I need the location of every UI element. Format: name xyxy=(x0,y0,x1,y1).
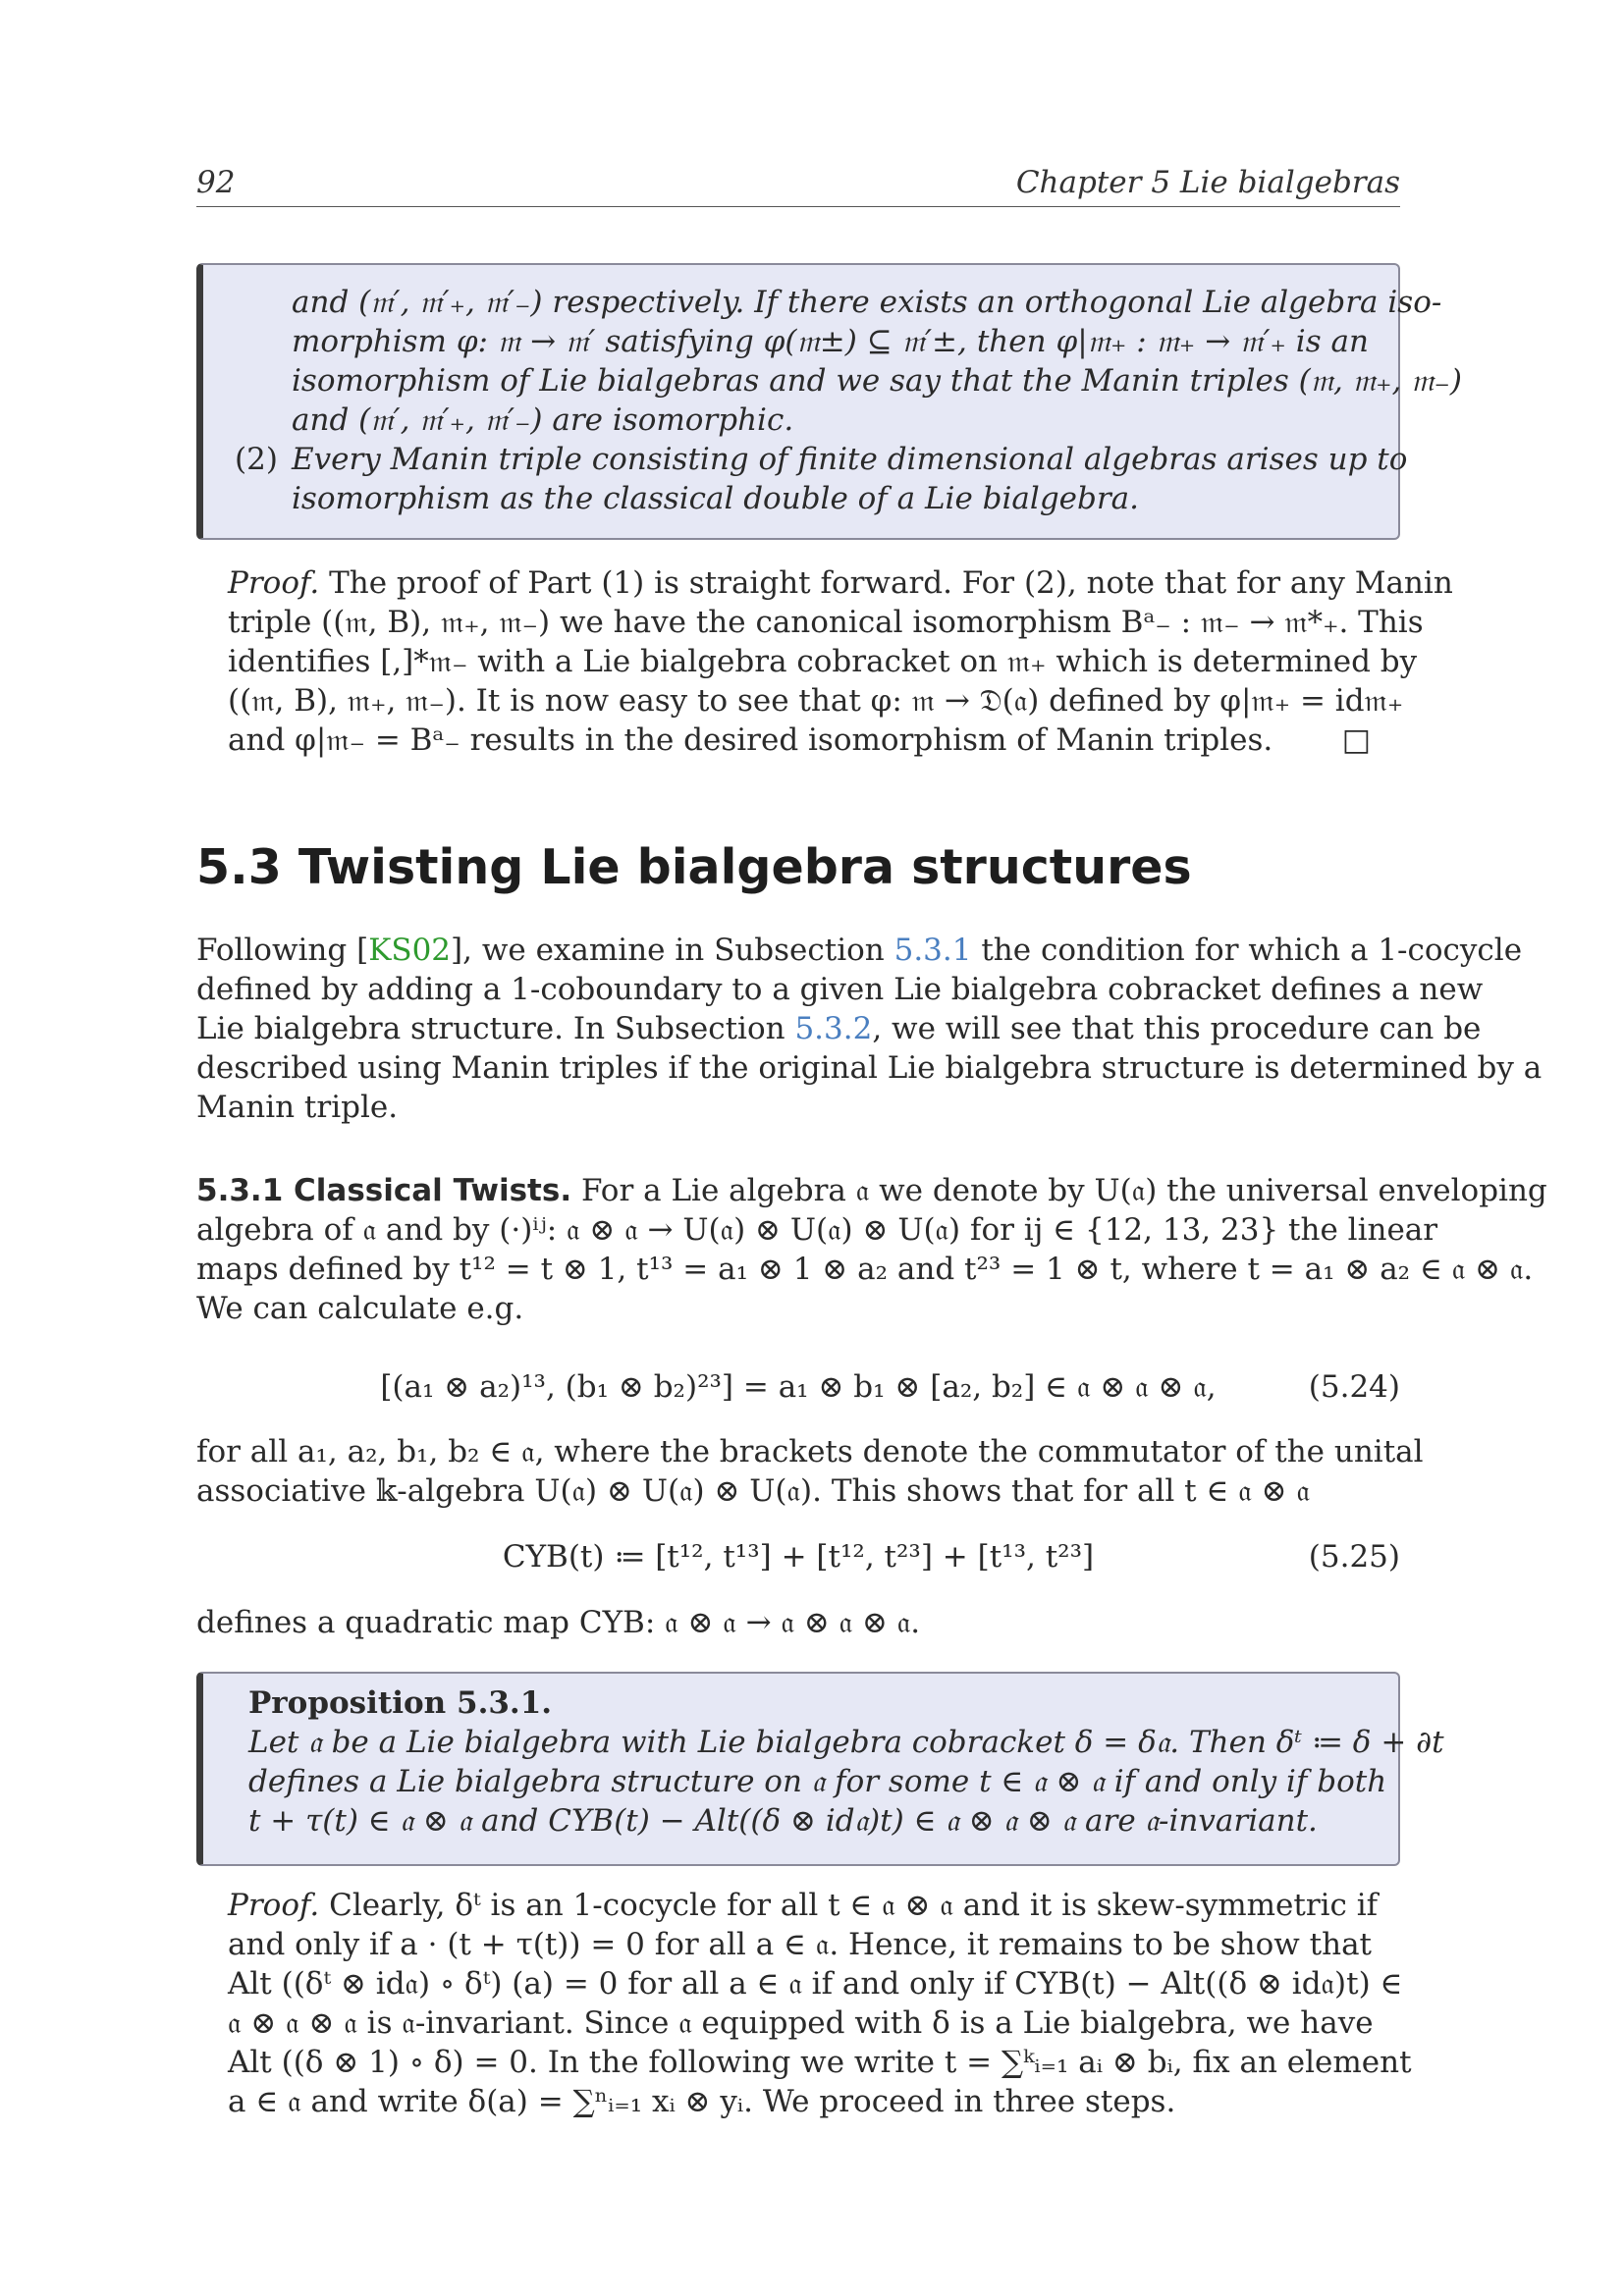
proposition-box xyxy=(196,1672,1444,1866)
subsection-heading: 5.3.1 Classical Twists. xyxy=(196,1173,572,1208)
proposition-line: t + τ(t) ∈ 𝔞 ⊗ 𝔞 and CYB(t) − Alt((δ ⊗ id𝔞)t) ∈ 𝔞 ⊗ 𝔞 ⊗ 𝔞 are 𝔞-invariant. xyxy=(248,1803,1318,1839)
paragraph-line: defined by adding a 1-coboundary to a given Lie bialgebra cobracket defines a new xyxy=(196,972,1484,1007)
paragraph xyxy=(196,931,1543,1127)
subsection-link[interactable]: 5.3.2 xyxy=(794,1011,873,1046)
qed-symbol: □ xyxy=(1341,722,1371,758)
paragraph-line: We can calculate e.g. xyxy=(196,1291,524,1326)
theorem-item-line: isomorphism as the classical double of a Lie bialgebra. xyxy=(292,481,1140,516)
proposition-line: defines a Lie bialgebra structure on 𝔞 for some t ∈ 𝔞 ⊗ 𝔞 if and only if both xyxy=(248,1764,1387,1799)
page-number: 92 xyxy=(196,165,236,200)
proof-block xyxy=(228,563,1453,760)
paragraph-line: associative 𝕜-algebra U(𝔞) ⊗ U(𝔞) ⊗ U(𝔞). This shows that for all t ∈ 𝔞 ⊗ 𝔞 xyxy=(196,1473,1310,1509)
paragraph xyxy=(196,1432,1424,1511)
section-title: 5.3 Twisting Lie bialgebra structures xyxy=(196,839,1192,895)
paragraph-line: For a Lie algebra 𝔞 we denote by U(𝔞) the universal enveloping xyxy=(580,1173,1547,1208)
chapter-title: Chapter 5 Lie bialgebras xyxy=(1015,165,1400,200)
proof-line: identifies [,]*𝔪₋ with a Lie bialgebra cobracket on 𝔪₊ which is determined by xyxy=(228,644,1418,679)
proof-line: and only if a · (t + τ(t)) = 0 for all a ∈ 𝔞. Hence, it remains to be show that xyxy=(228,1927,1373,1962)
proof-line: The proof of Part (1) is straight forward. For (2), note that for any Manin xyxy=(329,565,1453,601)
paragraph-line: algebra of 𝔞 and by (·)ⁱʲ: 𝔞 ⊗ 𝔞 → U(𝔞) ⊗ U(𝔞) ⊗ U(𝔞) for ij ∈ {12, 13, 23} the linear xyxy=(196,1212,1438,1248)
proof-line: and φ|𝔪₋ = Bᵃ₋ results in the desired isomorphism of Manin triples. xyxy=(228,722,1273,758)
text-run: , we will see that this procedure can be xyxy=(872,1011,1482,1046)
proof-line: 𝔞 ⊗ 𝔞 ⊗ 𝔞 is 𝔞-invariant. Since 𝔞 equipped with δ is a Lie bialgebra, we have xyxy=(228,2005,1374,2041)
paragraph-line: defines a quadratic map CYB: 𝔞 ⊗ 𝔞 → 𝔞 ⊗ 𝔞 ⊗ 𝔞. xyxy=(196,1605,921,1640)
text-run: Lie bialgebra structure. In Subsection xyxy=(196,1011,795,1046)
proof-block xyxy=(228,1886,1412,2121)
proof-label: Proof. xyxy=(228,1888,320,1923)
theorem-line: and (𝔪′, 𝔪′₊, 𝔪′₋) are isomorphic. xyxy=(292,402,794,438)
text-run: the condition for which a 1-cocycle xyxy=(971,933,1523,968)
citation-link[interactable]: KS02 xyxy=(368,933,452,968)
subsection-paragraph xyxy=(196,1171,1547,1328)
equation-body: CYB(t) ≔ [t¹², t¹³] + [t¹², t²³] + [t¹³, t²³] xyxy=(502,1539,1095,1575)
running-header xyxy=(196,157,1400,207)
paragraph-line: Manin triple. xyxy=(196,1090,399,1125)
text-run: ], we examine in Subsection xyxy=(451,933,894,968)
equation-number: (5.25) xyxy=(1308,1539,1400,1575)
theorem-line: and (𝔪′, 𝔪′₊, 𝔪′₋) respectively. If there exists an orthogonal Lie algebra iso- xyxy=(292,285,1442,320)
proof-line: Clearly, δᵗ is an 1-cocycle for all t ∈ 𝔞 ⊗ 𝔞 and it is skew-symmetric if xyxy=(329,1888,1379,1923)
item-number: (2) xyxy=(235,442,278,477)
proof-line: a ∈ 𝔞 and write δ(a) = ∑ⁿᵢ₌₁ xᵢ ⊗ yᵢ. We proceed in three steps. xyxy=(228,2084,1176,2119)
proof-label: Proof. xyxy=(228,565,320,601)
proof-line: triple ((𝔪, B), 𝔪₊, 𝔪₋) we have the canonical isomorphism Bᵃ₋ : 𝔪₋ → 𝔪*₊. This xyxy=(228,605,1424,640)
paragraph xyxy=(196,1603,1400,1642)
text-run: Following [ xyxy=(196,933,369,968)
equation-body: [(a₁ ⊗ a₂)¹³, (b₁ ⊗ b₂)²³] = a₁ ⊗ b₁ ⊗ [a₂, b₂] ∈ 𝔞 ⊗ 𝔞 ⊗ 𝔞, xyxy=(380,1369,1217,1405)
equation-number: (5.24) xyxy=(1308,1369,1400,1405)
paragraph-line: described using Manin triples if the original Lie bialgebra structure is determined by a xyxy=(196,1050,1543,1086)
theorem-item-line: Every Manin triple consisting of finite dimensional algebras arises up to xyxy=(292,442,1408,477)
paragraph-line: maps defined by t¹² = t ⊗ 1, t¹³ = a₁ ⊗ 1 ⊗ a₂ and t²³ = 1 ⊗ t, where t = a₁ ⊗ a₂ ∈ 𝔞 ⊗ 𝔞. xyxy=(196,1252,1534,1287)
proposition-title: Proposition 5.3.1. xyxy=(248,1685,553,1721)
proof-line: ((𝔪, B), 𝔪₊, 𝔪₋). It is now easy to see that φ: 𝔪 → 𝔇(𝔞) defined by φ|𝔪₊ = id𝔪₊ xyxy=(228,683,1404,719)
subsection-link[interactable]: 5.3.1 xyxy=(893,933,972,968)
theorem-box xyxy=(196,263,1462,540)
theorem-line: morphism φ: 𝔪 → 𝔪′ satisfying φ(𝔪±) ⊆ 𝔪′±, then φ|𝔪₊ : 𝔪₊ → 𝔪′₊ is an xyxy=(292,324,1369,359)
proposition-line: Let 𝔞 be a Lie bialgebra with Lie bialgebra cobracket δ = δ𝔞. Then δᵗ ≔ δ + ∂t xyxy=(248,1725,1444,1760)
proof-line: Alt ((δᵗ ⊗ id𝔞) ∘ δᵗ) (a) = 0 for all a ∈ 𝔞 if and only if CYB(t) − Alt((δ ⊗ id𝔞)t) ∈ xyxy=(228,1966,1403,2002)
theorem-line: isomorphism of Lie bialgebras and we say that the Manin triples (𝔪, 𝔪₊, 𝔪₋) xyxy=(292,363,1462,399)
paragraph-line: for all a₁, a₂, b₁, b₂ ∈ 𝔞, where the brackets denote the commutator of the unital xyxy=(196,1434,1424,1469)
proof-line: Alt ((δ ⊗ 1) ∘ δ) = 0. In the following we write t = ∑ᵏᵢ₌₁ aᵢ ⊗ bᵢ, fix an element xyxy=(228,2045,1412,2080)
